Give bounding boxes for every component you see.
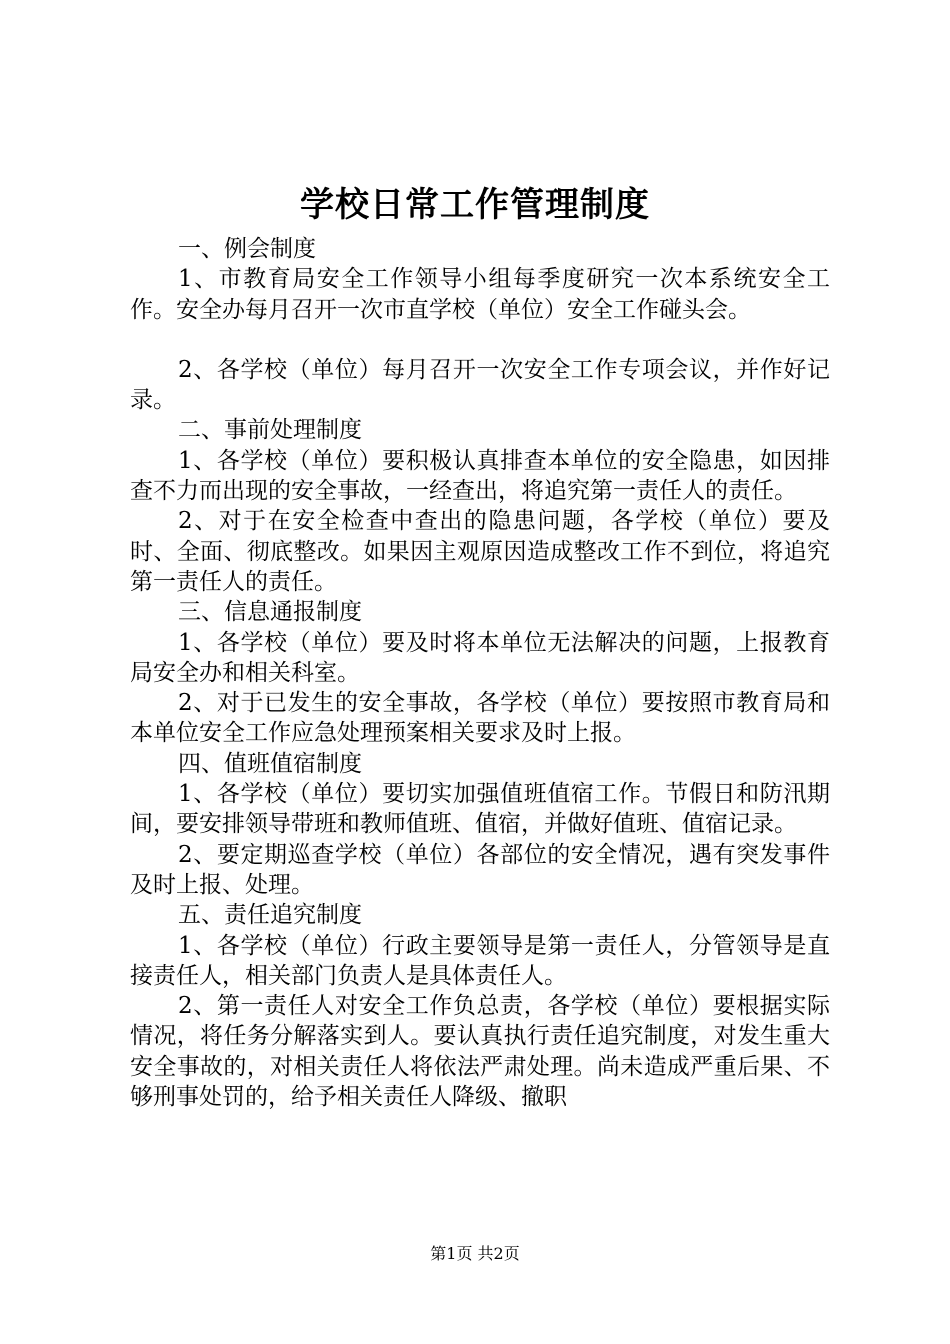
paragraph: 2、要定期巡查学校（单位）各部位的安全情况，遇有突发事件及时上报、处理。 [130, 841, 830, 898]
section-heading-2: 二、事前处理制度 [178, 417, 362, 444]
paragraph: 1、市教育局安全工作领导小组每季度研究一次本系统安全工作。安全办每月召开一次市直学校（单位）安全工作碰头会。 [130, 266, 830, 323]
paragraph: 2、第一责任人对安全工作负总责，各学校（单位）要根据实际情况，将任务分解落实到人。要认真执行责任追究制度，对发生重大安全事故的，对相关责任人将依法严肃处理。尚未造成严重后果、不够刑事处罚的，给予相关责任人降级、撤职 [130, 993, 830, 1111]
section-heading-1: 一、例会制度 [178, 236, 316, 262]
page-footer: 第1页 共2页 [430, 1244, 520, 1263]
paragraph: 1、各学校（单位）要积极认真排查本单位的安全隐患，如因排查不力而出现的安全事故，一经查出，将追究第一责任人的责任。 [130, 447, 830, 505]
section-heading-4: 四、值班值宿制度 [178, 750, 362, 777]
section-heading-3: 三、信息通报制度 [178, 599, 362, 626]
paragraph: 1、各学校（单位）行政主要领导是第一责任人，分管领导是直接责任人，相关部门负责人是具体责任人。 [130, 932, 830, 989]
document-body [130, 234, 830, 1112]
paragraph: 2、对于已发生的安全事故，各学校（单位）要按照市教育局和本单位安全工作应急处理预案相关要求及时上报。 [130, 690, 830, 747]
document-title: 学校日常工作管理制度 [300, 185, 650, 225]
paragraph: 2、各学校（单位）每月召开一次安全工作专项会议，并作好记录。 [130, 356, 830, 414]
paragraph: 1、各学校（单位）要切实加强值班值宿工作。节假日和防汛期间，要安排领导带班和教师值班、值宿，并做好值班、值宿记录。 [130, 781, 830, 838]
paragraph: 1、各学校（单位）要及时将本单位无法解决的问题，上报教育局安全办和相关科室。 [130, 629, 830, 686]
section-heading-5: 五、责任追究制度 [178, 902, 362, 929]
paragraph: 2、对于在安全检查中查出的隐患问题，各学校（单位）要及时、全面、彻底整改。如果因主观原因造成整改工作不到位，将追究第一责任人的责任。 [130, 508, 830, 595]
